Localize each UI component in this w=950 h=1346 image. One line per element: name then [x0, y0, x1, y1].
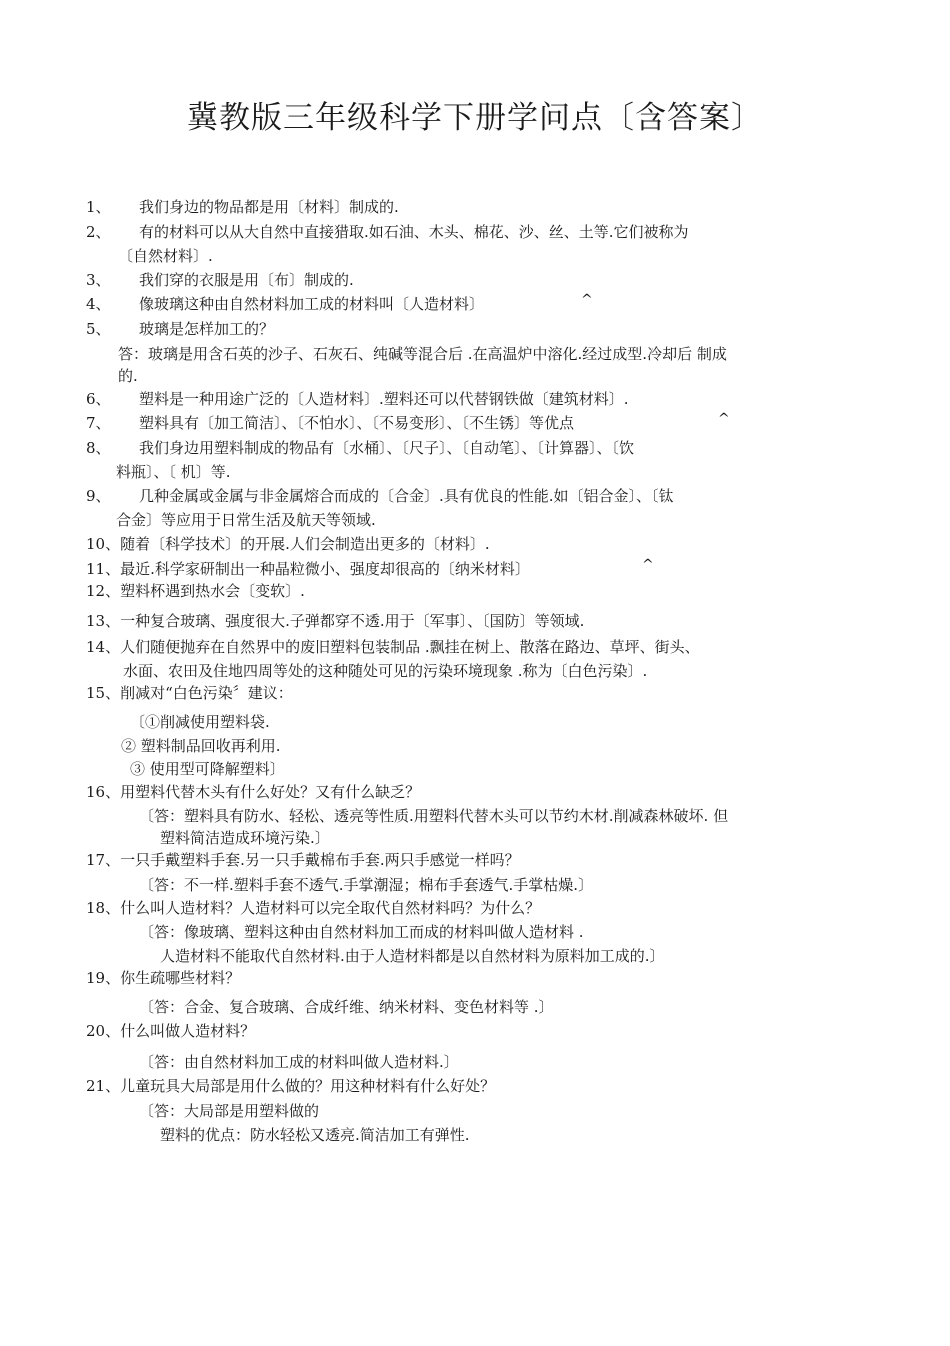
item-number: 7、 [86, 414, 111, 432]
item-text: 我们身边用塑料制成的物品有〔水桶〕、〔尺子〕、〔自动笔〕、〔计算器〕、〔饮 [139, 439, 635, 457]
list-item [86, 968, 240, 988]
item-number: 6、 [86, 390, 111, 408]
item-text: 削减对“白色污染〞建议： [120, 684, 293, 702]
item-answer: 〔答：由自然材料加工成的材料叫做人造材料.〕 [139, 1053, 459, 1071]
item-number: 3、 [86, 271, 111, 289]
list-item [86, 782, 420, 802]
item-answer-continued: 塑料的优点：防水轻松又透亮.简洁加工有弹性. [160, 1126, 470, 1144]
item-number: 9、 [86, 487, 111, 505]
item-number: 15、 [86, 684, 121, 702]
list-item [86, 1021, 255, 1041]
item-number: 1、 [86, 198, 111, 216]
item-text: 像玻璃这种由自然材料加工成的材料叫〔人造材料〕 [139, 295, 485, 313]
suggestion-3: ③ 使用型可降解塑料〕 [130, 760, 285, 778]
list-item [86, 438, 634, 458]
item-text: 一只手戴塑料手套.另一只手戴棉布手套.两只手感觉一样吗？ [120, 851, 520, 869]
page-title: 冀教版三年级科学下册学问点〔含答案〕 [187, 100, 763, 136]
list-item [86, 850, 520, 870]
item-number: 18、 [86, 899, 121, 917]
item-text: 有的材料可以从大自然中直接猎取.如石油、木头、棉花、沙、丝、土等.它们被称为 [139, 223, 689, 241]
item-number: 13、 [86, 612, 121, 630]
item-number: 4、 [86, 295, 111, 313]
item-number: 8、 [86, 439, 111, 457]
item-answer-continued: 人造材料不能取代自然材料.由于人造材料都是以自然材料为原料加工成的.〕 [160, 947, 665, 965]
item-number: 21、 [86, 1077, 121, 1095]
item-number: 17、 [86, 851, 121, 869]
item-number: 19、 [86, 969, 121, 987]
list-item [86, 222, 689, 242]
item-text: 几种金属或金属与非金属熔合而成的〔合金〕.具有优良的性能.如〔铝合金〕、〔钛 [139, 487, 674, 505]
list-item [86, 270, 354, 290]
list-item [86, 581, 305, 601]
item-continuation: 合金〕等应用于日常生活及航天等领域. [116, 511, 376, 529]
item-continuation: 水面、农田及住地四周等处的这种随处可见的污染环境现象 .称为〔白色污染〕. [123, 662, 648, 680]
list-item [86, 413, 574, 433]
list-item [86, 611, 584, 631]
item-text: 塑料是一种用途广泛的〔人造材料〕.塑料还可以代替钢铁做〔建筑材料〕. [139, 390, 629, 408]
caret-mark: ^ [718, 411, 730, 427]
item-text: 玻璃是怎样加工的？ [139, 320, 275, 338]
list-item [86, 486, 674, 506]
item-text: 儿童玩具大局部是用什么做的？用这种材料有什么好处？ [120, 1077, 496, 1095]
item-number: 2、 [86, 223, 111, 241]
item-answer: 〔答：合金、复合玻璃、合成纤维、纳米材料、变色材料等 .〕 [139, 998, 554, 1016]
item-number: 11、 [86, 560, 121, 578]
item-answer: 〔答：塑料具有防水、轻松、透亮等性质.用塑料代替木头可以节约木材.削减森林破坏. 但 [139, 807, 729, 825]
list-item [86, 389, 629, 409]
item-text: 塑料具有〔加工简洁〕、〔不怕水〕、〔不易变形〕、〔不生锈〕等优点 [139, 414, 575, 432]
list-item [86, 319, 274, 339]
item-number: 5、 [86, 320, 111, 338]
list-item [86, 534, 490, 554]
item-text: 一种复合玻璃、强度很大.子弹都穿不透.用于〔军事〕、〔国防〕等领域. [120, 612, 585, 630]
item-text: 什么叫做人造材料？ [120, 1022, 256, 1040]
item-text: 最近.科学家研制出一种晶粒微小、强度却很高的〔纳米材料〕 [120, 560, 530, 578]
suggestion-1: 〔①削减使用塑料袋. [130, 713, 270, 731]
item-text: 人们随便抛弃在自然界中的废旧塑料包装制品 .飘挂在树上、散落在路边、草坪、街头、 [120, 638, 700, 656]
item-answer: 〔答：不一样.塑料手套不透气.手掌潮湿；棉布手套透气.手掌枯燥.〕 [139, 876, 594, 894]
item-answer: 〔答：大局部是用塑料做的 [139, 1102, 320, 1120]
item-continuation: 〔自然材料〕. [118, 247, 213, 265]
list-item [86, 637, 700, 657]
item-text: 我们穿的衣服是用〔布〕制成的. [139, 271, 354, 289]
item-text: 什么叫人造材料？人造材料可以完全取代自然材料吗？为什么？ [120, 899, 541, 917]
item-answer-continued: 塑料简洁造成环境污染.〕 [160, 829, 330, 847]
item-number: 14、 [86, 638, 121, 656]
item-answer: 答：玻璃是用含石英的沙子、石灰石、纯碱等混合后 .在高温炉中溶化.经过成型.冷却后 制成 [118, 345, 727, 363]
item-number: 12、 [86, 582, 121, 600]
item-text: 我们身边的物品都是用〔材料〕制成的. [139, 198, 399, 216]
item-text: 用塑料代替木头有什么好处？又有什么缺乏？ [120, 783, 421, 801]
item-number: 20、 [86, 1022, 121, 1040]
list-item [86, 683, 293, 703]
list-item [86, 1076, 495, 1096]
list-item [86, 898, 540, 918]
list-item [86, 294, 484, 314]
item-continuation: 料瓶〕、〔 机〕等. [116, 463, 231, 481]
item-answer-continued: 的. [118, 367, 138, 385]
item-number: 10、 [86, 535, 121, 553]
suggestion-2: ② 塑料制品回收再利用. [121, 737, 281, 755]
caret-mark: ^ [642, 557, 654, 573]
item-answer: 〔答：像玻璃、塑料这种由自然材料加工而成的材料叫做人造材料 . [139, 923, 584, 941]
item-text: 随着〔科学技术〕的开展.人们会制造出更多的〔材料〕. [120, 535, 490, 553]
list-item [86, 559, 530, 579]
item-text: 塑料杯遇到热水会〔变软〕. [120, 582, 305, 600]
caret-mark: ^ [581, 292, 593, 308]
list-item [86, 197, 399, 217]
item-text: 你生疏哪些材料？ [120, 969, 241, 987]
item-number: 16、 [86, 783, 121, 801]
